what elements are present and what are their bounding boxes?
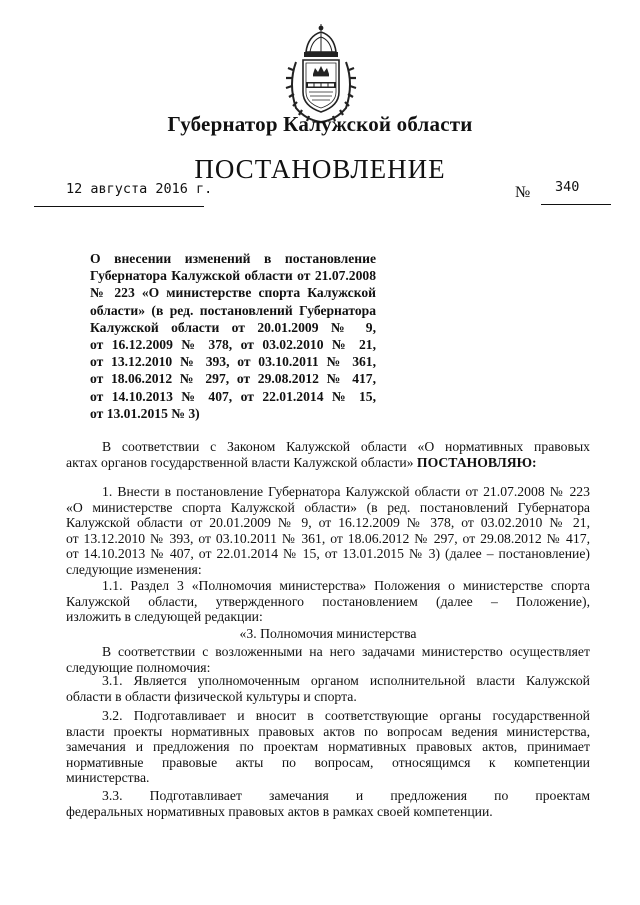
item-3-2-line: нормативные правовые акты по вопросам, относящимся к компетенции	[66, 754, 590, 770]
item-3-1-line: области в области физической культуры и спорта.	[66, 688, 357, 704]
document-type: ПОСТАНОВЛЕНИЕ	[194, 154, 446, 184]
title-line: Губернатора Калужской области от 21.07.2008	[90, 268, 376, 284]
section-heading	[66, 626, 590, 642]
section-intro-line: следующие полномочия:	[66, 659, 211, 675]
point-1-line: следующие изменения:	[66, 561, 202, 577]
item-3-3	[66, 788, 590, 819]
preamble	[66, 439, 590, 470]
decree-word: ПОСТАНОВЛЯЮ:	[416, 454, 537, 470]
item-3-1-line: 3.1. Является уполномоченным органом исполнительной власти Калужской	[102, 673, 590, 688]
number-sign: №	[515, 184, 531, 201]
date-field	[34, 180, 213, 207]
title-line: от 16.12.2009 № 378, от 03.02.2010 № 21,	[90, 337, 376, 353]
point-1-line: Калужской области от 20.01.2009 № 9, от 16.12.2009 № 378, от 03.02.2010 № 21,	[66, 515, 590, 531]
preamble-text: актах органов государственной власти Калужской области»	[66, 454, 414, 470]
point-1-1-line: изложить в следующей редакции:	[66, 609, 263, 625]
title-line: О внесении изменений в постановление	[90, 251, 376, 266]
title-line: от 18.06.2012 № 297, от 29.08.2012 № 417,	[90, 371, 376, 387]
title-line: от 13.01.2015 № 3)	[90, 405, 200, 421]
preamble-line: В соответствии с Законом Калужской области «О нормативных правовых	[102, 439, 590, 454]
document-title	[90, 250, 376, 422]
issuing-authority: Губернатор Калужской области	[167, 112, 473, 136]
title-line: Калужской области от 20.01.2009 № 9,	[90, 319, 376, 335]
item-3-2-line: власти проекты нормативных правовых актов по вопросам ведения министерства,	[66, 723, 590, 739]
number-field	[541, 178, 611, 205]
point-1-line: «О министерстве спорта Калужской области» (в ред. постановлений Губернатора	[66, 499, 590, 515]
point-1-line: от 14.10.2013 № 407, от 22.01.2014 № 15, от 13.01.2015 № 3) (далее – постановление)	[66, 546, 590, 562]
item-3-2-line: 3.2. Подготавливает и вносит в соответствующие органы государственной	[102, 708, 590, 723]
point-1-line: 1. Внести в постановление Губернатора Калужской области от 21.07.2008 № 223	[102, 484, 590, 499]
item-3-2-line: министерства.	[66, 770, 150, 786]
title-line: области» (в ред. постановлений Губернатора	[90, 302, 376, 318]
item-3-1	[66, 673, 590, 704]
document-number: 340	[555, 179, 580, 195]
point-1-1-line: 1.1. Раздел 3 «Полномочия министерства» Положения о министерстве спорта	[102, 578, 590, 593]
document-date: 12 августа 2016 г.	[66, 181, 213, 197]
coat-of-arms-emblem	[284, 22, 358, 126]
title-line: от 13.12.2010 № 393, от 03.10.2011 № 361,	[90, 354, 376, 370]
point-1-1	[66, 578, 590, 625]
item-3-2-line: замечания и предложения по проектам нормативных правовых актов, принимает	[66, 739, 590, 755]
point-1-line: от 13.12.2010 № 393, от 03.10.2011 № 361, от 18.06.2012 № 297, от 29.08.2012 № 417,	[66, 530, 590, 546]
section-heading-text: «3. Полномочия министерства	[239, 626, 417, 641]
title-line: № 223 «О министерстве спорта Калужской	[90, 285, 376, 301]
item-3-2	[66, 708, 590, 786]
preamble-line	[66, 455, 590, 471]
item-3-3-line: федеральных нормативных правовых актов в рамках своей компетенции.	[66, 803, 493, 819]
section-intro-line: В соответствии с возложенными на него задачами министерство осуществляет	[102, 644, 590, 659]
point-1-1-line: Калужской области, утвержденного постановлением (далее – Положение),	[66, 593, 590, 609]
point-1	[66, 484, 590, 578]
item-3-3-line: 3.3. Подготавливает замечания и предложения по проектам	[102, 788, 590, 803]
title-line: от 14.10.2013 № 407, от 22.01.2014 № 15,	[90, 388, 376, 404]
section-intro	[66, 644, 590, 675]
